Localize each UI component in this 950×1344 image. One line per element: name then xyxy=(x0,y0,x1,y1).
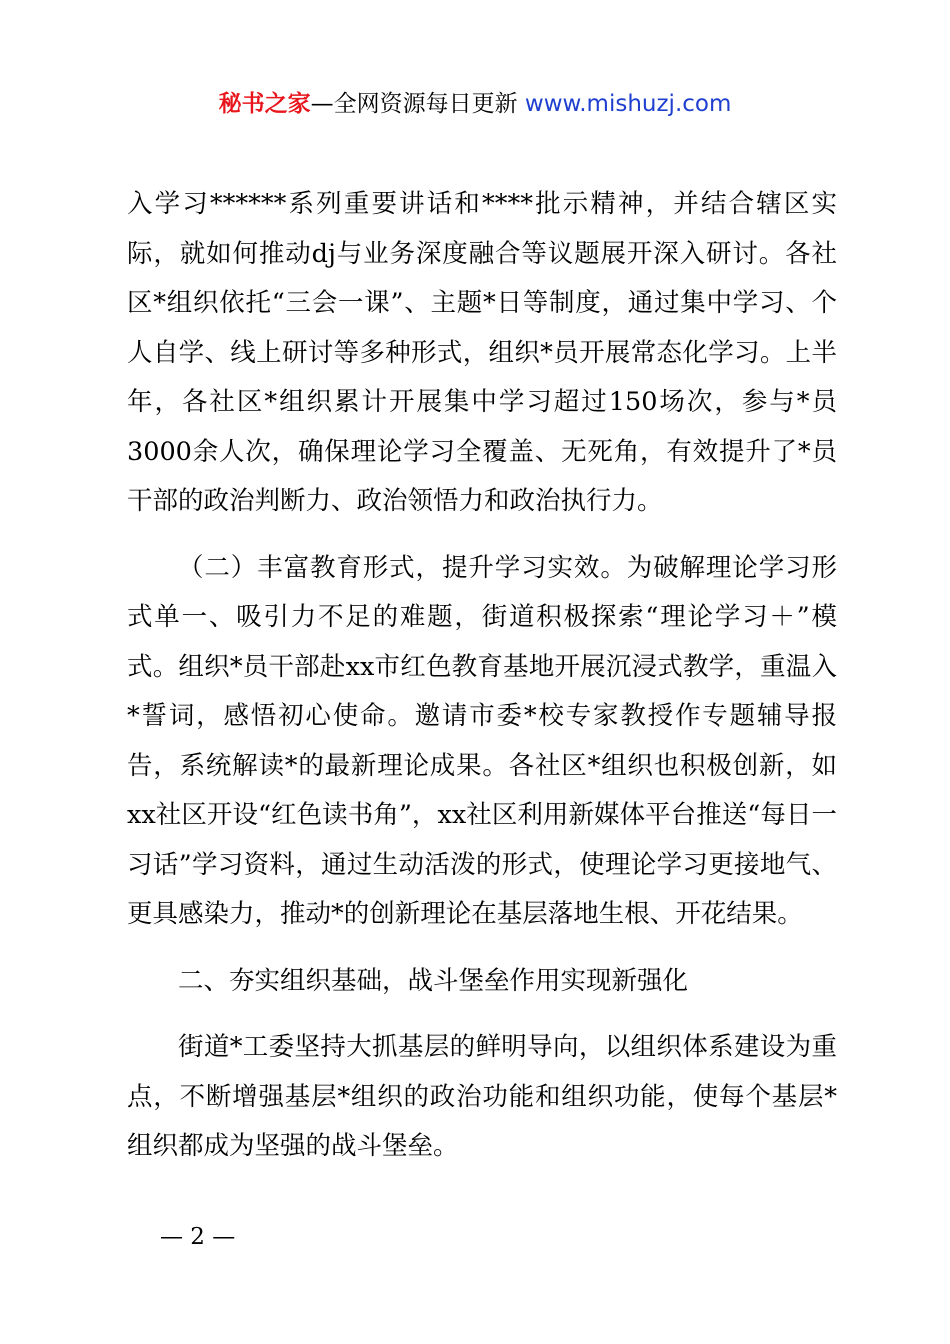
paragraph-education-forms: （二）丰富教育形式，提升学习实效。为破解理论学习形式单一、吸引力不足的难题，街道积极探索“理论学习＋”模式。组织*员干部赴xx市红色教育基地开展沉浸式教学，重温入*誓词，感悟初心使命。邀请市委*校专家教授作专题辅导报告，系统解读*的最新理论成果。各社区*组织也积极创新，如xx社区开设“红色读书角”，xx社区利用新媒体平台推送“每日一习话”学习资料，通过生动活泼的形式，使理论学习更接地气、更具感染力，推动*的创新理论在基层落地生根、开花结果。 xyxy=(127,552,837,929)
site-brand: 秘书之家 xyxy=(218,91,311,117)
site-url-link[interactable]: www.mishuzj.com xyxy=(524,91,732,117)
page-number: — 2 — xyxy=(160,1224,236,1250)
document-body xyxy=(127,180,837,1189)
section-heading: 二、夯实组织基础，战斗堡垒作用实现新强化 xyxy=(178,965,689,996)
paragraph-continuation: 入学习******系列重要讲话和****批示精神，并结合辖区实际，就如何推动dj与业务深度融合等议题展开深入研讨。各社区*组织依托“三会一课”、主题*日等制度，通过集中学习、个人自学、线上研讨等多种形式，组织*员开展常态化学习。上半年，各社区*组织累计开展集中学习超过150场次，参与*员3000余人次，确保理论学习全覆盖、无死角，有效提升了*员干部的政治判断力、政治领悟力和政治执行力。 xyxy=(127,189,837,516)
paragraph-organization: 街道*工委坚持大抓基层的鲜明导向，以组织体系建设为重点，不断增强基层*组织的政治功能和组织功能，使每个基层*组织都成为坚强的战斗堡垒。 xyxy=(127,1032,837,1161)
site-header xyxy=(0,88,950,120)
site-slogan: —全网资源每日更新 xyxy=(310,91,525,117)
